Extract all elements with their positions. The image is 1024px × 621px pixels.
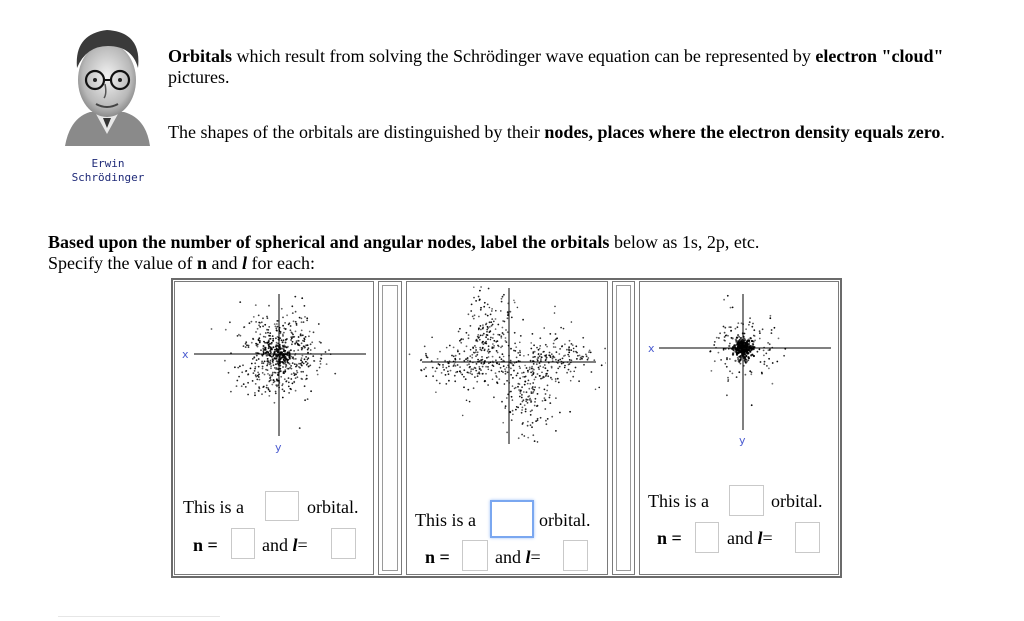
bold-orbitals: Orbitals xyxy=(168,46,233,66)
schrodinger-portrait xyxy=(60,22,154,146)
l-symbol: l xyxy=(757,528,763,548)
caption-last-name: Schrödinger xyxy=(71,171,145,184)
n-label: n = xyxy=(425,547,450,567)
orbital-type-input-3[interactable] xyxy=(729,485,764,516)
l-symbol: l xyxy=(292,535,298,555)
portrait-caption xyxy=(58,157,158,185)
text-shapes: The shapes of the orbitals are distinguished by their xyxy=(168,122,545,142)
l-value-input-1[interactable] xyxy=(331,528,356,559)
n-value-input-3[interactable] xyxy=(695,522,719,553)
n-value-input-1[interactable] xyxy=(231,528,255,559)
orbital-type-input-2[interactable] xyxy=(490,500,534,538)
n-value-input-2[interactable] xyxy=(462,540,488,571)
n-label: n = xyxy=(193,535,218,555)
l-label: and l= xyxy=(495,547,541,567)
orbital-suffix: orbital. xyxy=(771,491,823,511)
orbital-suffix: orbital. xyxy=(307,497,359,517)
text-period: . xyxy=(940,122,945,142)
orbital-plot-3 xyxy=(641,288,837,460)
l-label: and l= xyxy=(727,528,773,548)
l-symbol: l xyxy=(525,547,531,567)
orbital-suffix: orbital. xyxy=(539,510,591,530)
symbol-n: n xyxy=(196,253,207,273)
x-axis-label: x xyxy=(648,342,655,355)
y-axis-label: y xyxy=(739,434,746,447)
text-specify: Specify the value of xyxy=(48,253,197,273)
text-pictures: pictures. xyxy=(168,67,230,87)
l-value-input-3[interactable] xyxy=(795,522,820,553)
intro-paragraph-nodes xyxy=(168,122,968,143)
symbol-l: l xyxy=(241,253,247,273)
n-label: n = xyxy=(657,528,682,548)
y-axis-label: y xyxy=(275,441,282,454)
bold-instruction: Based upon the number of spherical and angular nodes, label the orbitals xyxy=(48,232,610,252)
table-separator xyxy=(612,281,635,575)
text-and: and xyxy=(206,253,242,273)
intro-paragraph-orbitals xyxy=(168,46,968,88)
instructions-paragraph xyxy=(48,232,988,274)
orbital-plot-1 xyxy=(176,288,372,460)
l-label: and l= xyxy=(262,535,308,555)
electron-cloud xyxy=(709,295,786,406)
electron-cloud xyxy=(409,284,606,443)
x-axis-label: x xyxy=(182,348,189,361)
divider xyxy=(58,616,220,617)
orbital-prefix: This is a xyxy=(415,510,476,530)
text-label-examples: below as 1s, 2p, etc. xyxy=(609,232,760,252)
electron-cloud xyxy=(211,296,337,429)
caption-first-name: Erwin xyxy=(91,157,125,170)
l-value-input-2[interactable] xyxy=(563,540,588,571)
text-for-each: for each: xyxy=(246,253,315,273)
bold-electron-cloud: electron "cloud" xyxy=(815,46,944,66)
text-orbitals-desc: which result from solving the Schrödinger wave equation can be represented by xyxy=(232,46,816,66)
orbital-prefix: This is a xyxy=(648,491,709,511)
orbital-type-input-1[interactable] xyxy=(265,491,299,521)
bold-nodes-definition: nodes, places where the electron density equals zero xyxy=(544,122,941,142)
orbital-prefix: This is a xyxy=(183,497,244,517)
orbital-plot-2 xyxy=(408,284,606,460)
table-separator xyxy=(378,281,402,575)
